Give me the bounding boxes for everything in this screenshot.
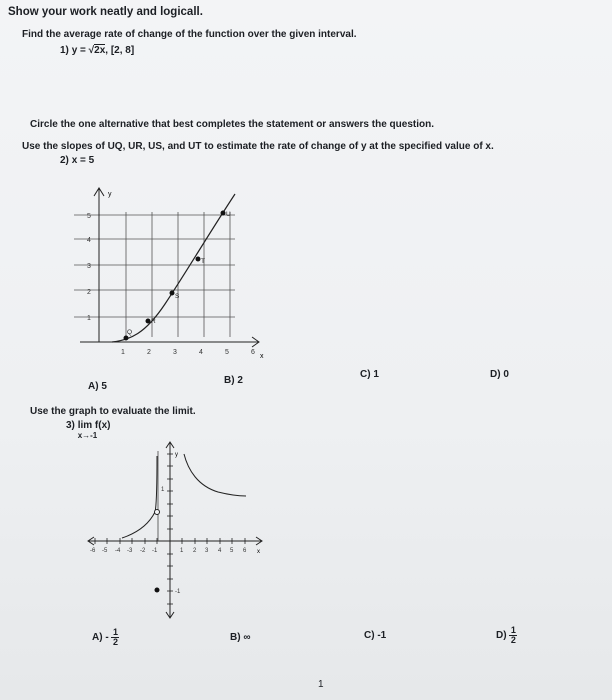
graph1-x-tick: 3 [173, 349, 177, 356]
graph2-x-tick: 1 [180, 548, 184, 554]
graph1-y-label: y [108, 191, 112, 198]
q3-choice-c[interactable]: C) -1 [364, 630, 387, 641]
question-2 [60, 155, 94, 166]
point-label: U [226, 211, 231, 218]
graph2-y-label: y [175, 452, 178, 458]
graph2-open-point [155, 510, 160, 515]
frac-denominator: 2 [112, 637, 118, 647]
graph2-x-tick: 2 [193, 548, 197, 554]
section2-title: Circle the one alternative that best completes the statement or answers the question. [30, 119, 434, 130]
graph2-x-tick: -3 [127, 548, 133, 554]
graph1-y-tick: 4 [87, 237, 91, 244]
point-label: R [151, 318, 156, 325]
point-r [146, 319, 151, 324]
graph1-x-tick: 4 [199, 349, 203, 356]
q2-choice-b[interactable]: B) 2 [224, 375, 243, 386]
graph2-x-tick: -5 [102, 548, 108, 554]
graph-1 [60, 182, 270, 367]
graph2-closed-point [155, 588, 160, 593]
point-q [124, 336, 129, 341]
graph1-x-tick: 6 [251, 349, 255, 356]
q3-choice-a[interactable] [92, 628, 119, 647]
q3-choice-a-fraction [111, 628, 119, 647]
graph1-y-tick: 3 [87, 263, 91, 270]
sqrt-symbol: √ [88, 45, 95, 56]
point-t [196, 257, 201, 262]
frac-denominator: 2 [510, 635, 516, 645]
point-label: Q [127, 329, 133, 336]
graph1-x-tick: 5 [225, 349, 229, 356]
q3-choice-d-prefix: D) [496, 630, 507, 642]
q3-number: 3) [66, 420, 75, 431]
graph2-x-ticks [90, 548, 247, 554]
graph1-y-tick: 2 [87, 289, 91, 296]
graph2-y-tick: 1 [161, 487, 165, 493]
q1-number: 1) [60, 45, 69, 56]
graph2-left-branch [122, 456, 157, 538]
graph2-x-tick: -6 [90, 548, 96, 554]
q3-choice-d[interactable] [496, 626, 517, 645]
graph1-y-ticks [87, 213, 91, 322]
lim-function: f(x) [94, 420, 111, 431]
point-u [221, 211, 226, 216]
graph1-curve [112, 194, 235, 342]
graph2-right-branch [184, 454, 246, 496]
frac-numerator: 1 [510, 625, 516, 635]
q2-number: 2) [60, 155, 69, 166]
graph2-x-tick: 3 [205, 548, 209, 554]
q2-choice-d[interactable]: D) 0 [490, 369, 509, 380]
lim-approach: x→-1 [77, 431, 98, 440]
graph1-y-tick: 1 [87, 315, 91, 322]
page-number: 1 [318, 679, 324, 690]
graph2-x-tick: -1 [152, 548, 158, 554]
section1-title: Find the average rate of change of the function over the given interval. [22, 29, 357, 40]
graph1-x-tick: 2 [147, 349, 151, 356]
q1-function-lhs: y = [71, 45, 89, 56]
lim-word: lim [77, 420, 93, 431]
graph2-x-tick: 4 [218, 548, 222, 554]
q1-radicand: 2x [94, 45, 106, 56]
graph1-x-label: x [260, 353, 264, 360]
graph1-x-tick: 1 [121, 349, 125, 356]
graph-2 [80, 436, 270, 626]
frac-numerator: 1 [112, 627, 118, 637]
graph2-x-tick: 5 [230, 548, 234, 554]
point-label: S [175, 293, 180, 300]
instruction-text: Show your work neatly and logicall. [8, 6, 203, 18]
q2-choice-a[interactable]: A) 5 [88, 381, 107, 392]
q3-choice-d-fraction [509, 626, 517, 645]
graph1-points [124, 211, 226, 341]
section2-instruction: Use the slopes of UQ, UR, US, and UT to estimate the rate of change of y at the specified value of x. [22, 141, 494, 152]
q3-choice-b[interactable]: B) ∞ [230, 632, 251, 643]
point-label: T [201, 258, 205, 265]
graph2-x-tick: 6 [243, 548, 247, 554]
graph2-x-tick: -2 [140, 548, 146, 554]
graph2-x-tick: -4 [115, 548, 121, 554]
q1-interval: , [2, 8] [105, 45, 135, 56]
graph2-y-tick: -1 [175, 589, 181, 595]
q3-section-title: Use the graph to evaluate the limit. [30, 406, 196, 417]
q2-choice-c[interactable]: C) 1 [360, 369, 379, 380]
graph1-x-ticks [121, 349, 255, 356]
question-1 [60, 45, 134, 56]
graph2-x-label: x [257, 549, 260, 555]
q3-choice-a-prefix: A) - [92, 632, 109, 644]
graph1-y-tick: 5 [87, 213, 91, 220]
point-s [170, 291, 175, 296]
q2-condition: x = 5 [71, 155, 95, 166]
